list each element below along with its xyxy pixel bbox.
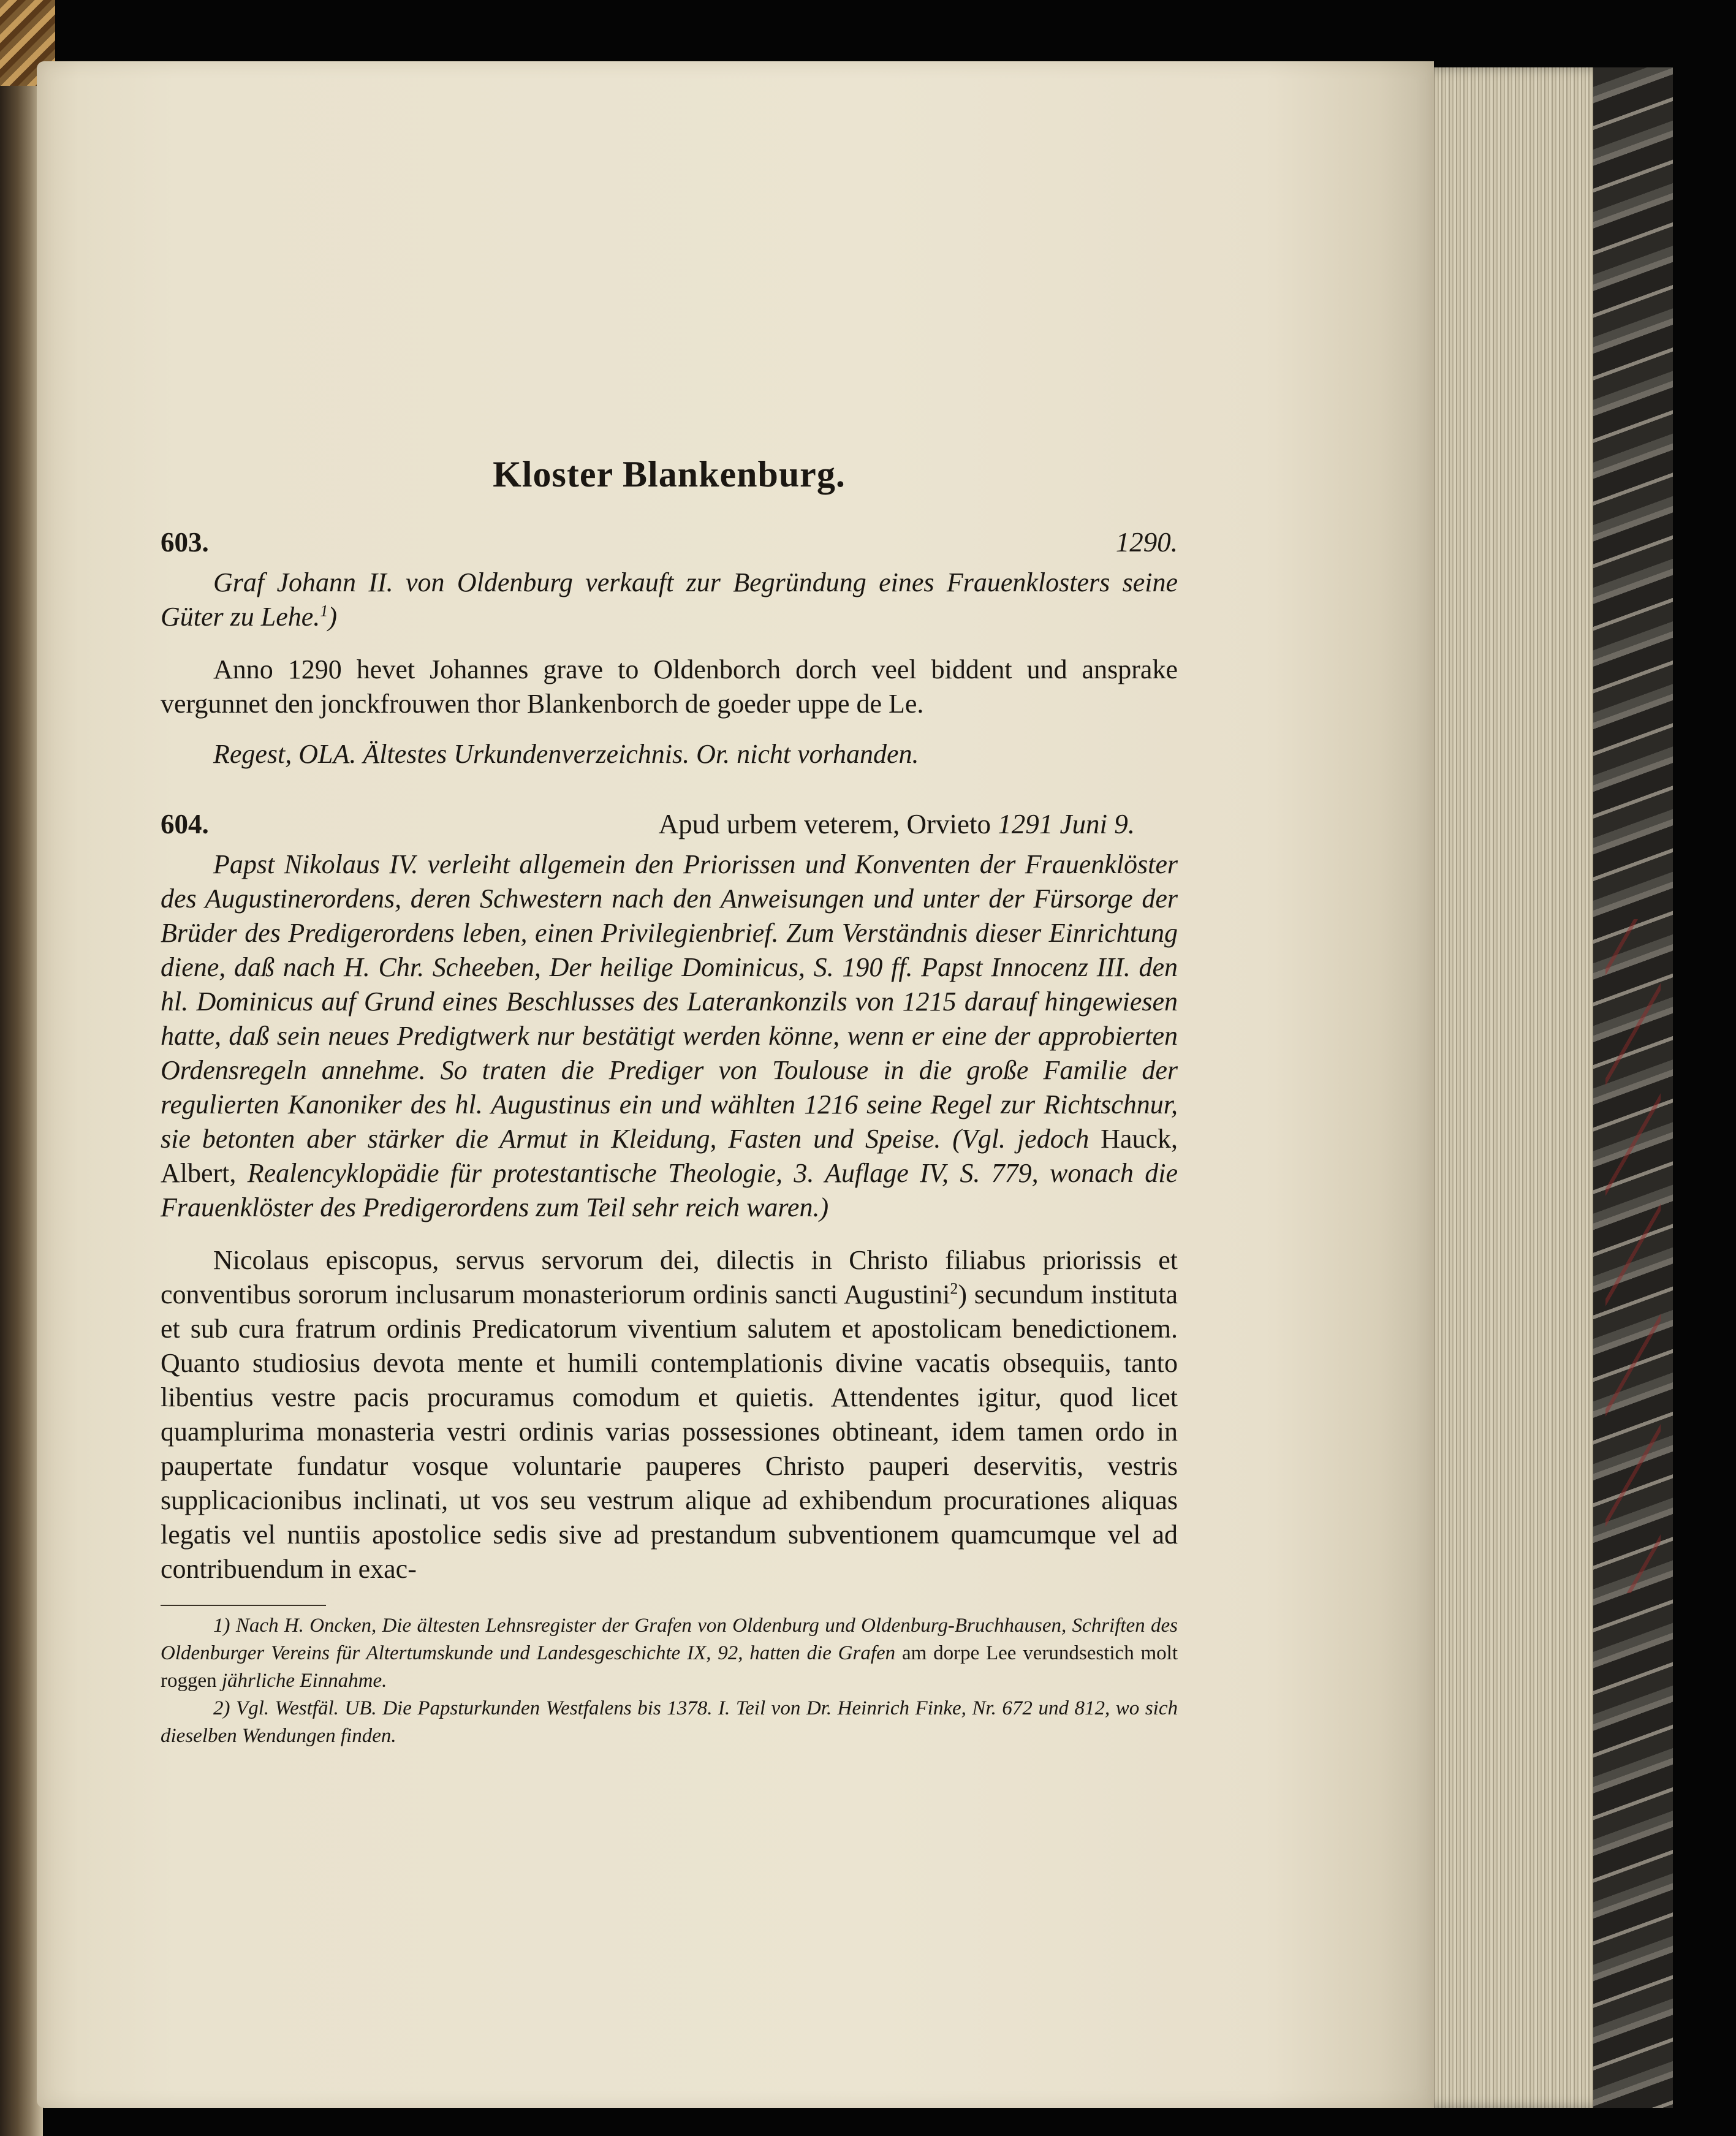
entry-regest <box>161 566 1178 634</box>
entry-604 <box>161 808 1178 1586</box>
entry-text-b: ) secundum instituta et sub cura fratrum ordinis Predicatorum viventium salutem et apostolicam benedictionem. Quanto studiosius devota mente et humili contemplationis divine vacatis obsequiis, tanto libentius vestre pacis procuramus comodum et quietis. Attendentes igitur, quod licet quamplurima monasteria vestri ordinis varias possessiones obtineant, idem tamen ordo in paupertate fundatur vosque voluntarie pauperes Christo pauperi deservitis, vestris supplicacionibus inclinati, ut vos seu vestrum alique ad exhibendum procurationes aliquas legatis vel nuntiis apostolice sedis sive ad prestandum subventionem quamcumque vel ad contribuendum in exac- <box>161 1279 1178 1584</box>
footnote-ref: 2 <box>950 1279 958 1298</box>
entry-603 <box>161 526 1178 771</box>
entry-number: 603. <box>161 527 209 558</box>
marbled-cover-accent <box>1605 919 1661 1593</box>
entry-text-a: Nicolaus episcopus, servus servorum dei, dilectis in Christo filiabus priorissis et conventibus sororum inclusarum monasteriorum ordinis sancti Augustini <box>161 1245 1178 1309</box>
entry-place: Apud urbem veterem, Orvieto <box>658 809 991 839</box>
entry-number: 604. <box>161 809 209 839</box>
footnote-ref: 1 <box>320 602 328 620</box>
footnote-2 <box>161 1695 1178 1750</box>
regest-text-a: Papst Nikolaus IV. verleiht allgemein den Priorissen und Konventen der Frauenklöster des Augustinerordens, deren Schwestern nach den Anweisungen und unter der Fürsorge der Brüder des Predigerordens leben, einen Privilegienbrief. Zum Verständnis dieser Einrichtung diene, daß nach H. Chr. Scheeben, Der heilige Dominicus, S. 190 ff. Papst Innocenz III. den hl. Dominicus auf Grund eines Beschlusses des Laterankonzils von 1215 darauf hingewiesen hatte, daß sein neues Predigtwerk nur bestätigt werden könne, wenn er eine der approbierten Ordensregeln annehme. So traten die Prediger von Toulouse in die große Familie der regulierten Kanoniker des hl. Augustinus ein und wählten 1216 seine Regel zur Richtschnur, sie betonten aber stärker die Armut in Kleidung, Fasten und Speise. (Vgl. jedoch <box>161 849 1178 1154</box>
footnote-text-a: Nach H. Oncken, Die ältesten Lehnsregister der Grafen von Oldenburg und Oldenburg-Bruchhausen, Schriften des Oldenburger Vereins für Altertumskunde und Landesgeschichte IX, 92, hatten die Grafen <box>161 1615 1178 1664</box>
footnote-marker: 2) <box>213 1697 230 1719</box>
footnote-text-a: Vgl. Westfäl. UB. Die Papsturkunden Westfalens bis 1378. I. Teil von Dr. Heinrich Finke, Nr. 672 und 812, wo sich dieselben Wendungen finden. <box>161 1697 1178 1747</box>
footnote-divider <box>161 1605 326 1606</box>
page-edges <box>1428 67 1612 2108</box>
entry-regest <box>161 847 1178 1225</box>
page-text <box>161 453 1178 1750</box>
regest-close: ) <box>328 602 337 632</box>
entry-header <box>161 526 1178 558</box>
entry-date: 1290. <box>1115 527 1178 558</box>
regest-text-b: Realencyklopädie für protestantische Theologie, 3. Auflage IV, S. 779, wonach die Frauenklöster des Predigerordens zum Teil sehr reich waren.) <box>161 1158 1178 1222</box>
regest-text: Graf Johann II. von Oldenburg verkauft zur Begründung eines Frauenklosters seine Güter zu Lehe. <box>161 567 1178 632</box>
footnote-quote: am dorpe Lee verundsestich molt roggen <box>161 1642 1178 1692</box>
footnote-marker: 1) <box>213 1615 230 1637</box>
entry-place-date <box>659 808 1135 840</box>
footnote-text-b: jährliche Einnahme. <box>221 1670 387 1692</box>
footnote-1 <box>161 1612 1178 1695</box>
entry-date: 1291 Juni 9. <box>998 809 1135 839</box>
entry-source: Regest, OLA. Ältestes Urkundenverzeichnis. Or. nicht vorhanden. <box>213 739 919 769</box>
entry-text: Anno 1290 hevet Johannes grave to Oldenborch dorch veel biddent und ansprake vergunnet den jonckfrouwen thor Blankenborch de goeder uppe de Le. <box>161 654 1178 719</box>
entry-header <box>161 808 1178 840</box>
entry-text <box>161 1243 1178 1586</box>
regest-author: Hauck, Albert, <box>161 1124 1178 1188</box>
page-title: Kloster Blankenburg. <box>493 454 846 494</box>
